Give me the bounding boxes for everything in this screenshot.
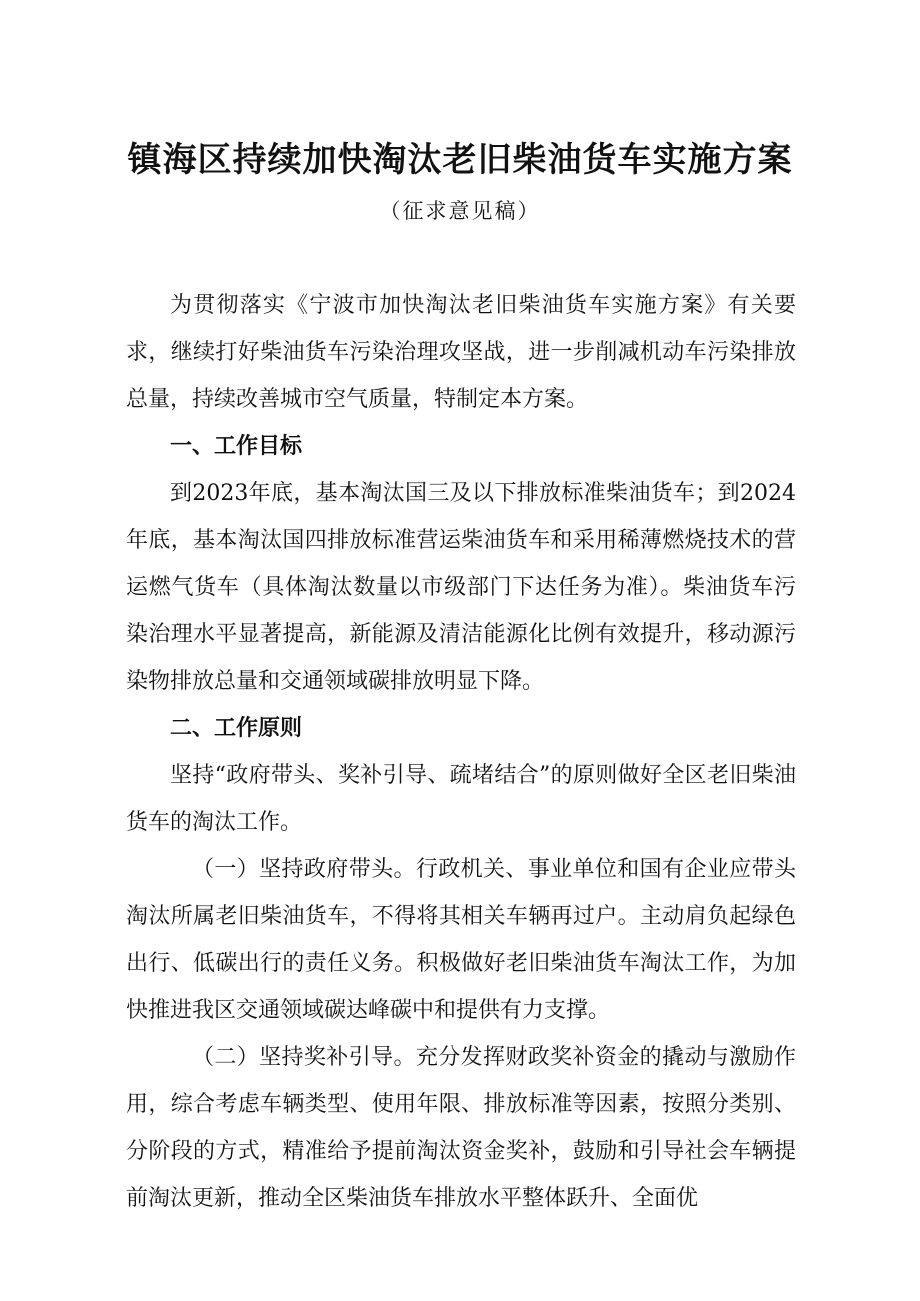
principle-item-subsidy: （二）坚持奖补引导。充分发挥财政奖补资金的撬动与激励作用，综合考虑车辆类型、使用年限、排放标准等因素，按照分类别、分阶段的方式，精准给予提前淘汰资金奖补，鼓励和引导社会车辆提前淘汰更新，推动全区柴油货车排放水平整体跃升、全面优 [126, 1045, 796, 1211]
intro-paragraph: 为贯彻落实《宁波市加快淘汰老旧柴油货车实施方案》有关要求，继续打好柴油货车污染治理攻坚战，进一步削减机动车污染排放总量，持续改善城市空气质量，特制定本方案。 [126, 293, 796, 412]
document-body [126, 282, 796, 1222]
principle-item-government: （一）坚持政府带头。行政机关、事业单位和国有企业应带头淘汰所属老旧柴油货车，不得将其相关车辆再过户。主动肩负起绿色出行、低碳出行的责任义务。积极做好老旧柴油货车淘汰工作，为加快推进我区交通领域碳达峰碳中和提供有力支撑。 [126, 857, 796, 1023]
principles-paragraph: 坚持“政府带头、奖补引导、疏堵结合”的原则做好全区老旧柴油货车的淘汰工作。 [126, 763, 796, 835]
goals-paragraph: 到2023年底，基本淘汰国三及以下排放标准柴油货车；到2024年底，基本淘汰国四排放标准营运柴油货车和采用稀薄燃烧技术的营运燃气货车（具体淘汰数量以市级部门下达任务为准）。柴油货车污染治理水平显著提高，新能源及清洁能源化比例有效提升，移动源污染物排放总量和交通领域碳排放明显下降。 [126, 481, 796, 694]
section-heading-principles: 二、工作原则 [170, 716, 303, 741]
section-heading-goals: 一、工作目标 [170, 434, 303, 459]
document-subtitle: （征求意见稿） [379, 199, 541, 223]
document-title: 镇海区持续加快淘汰老旧柴油货车实施方案 [127, 140, 793, 180]
